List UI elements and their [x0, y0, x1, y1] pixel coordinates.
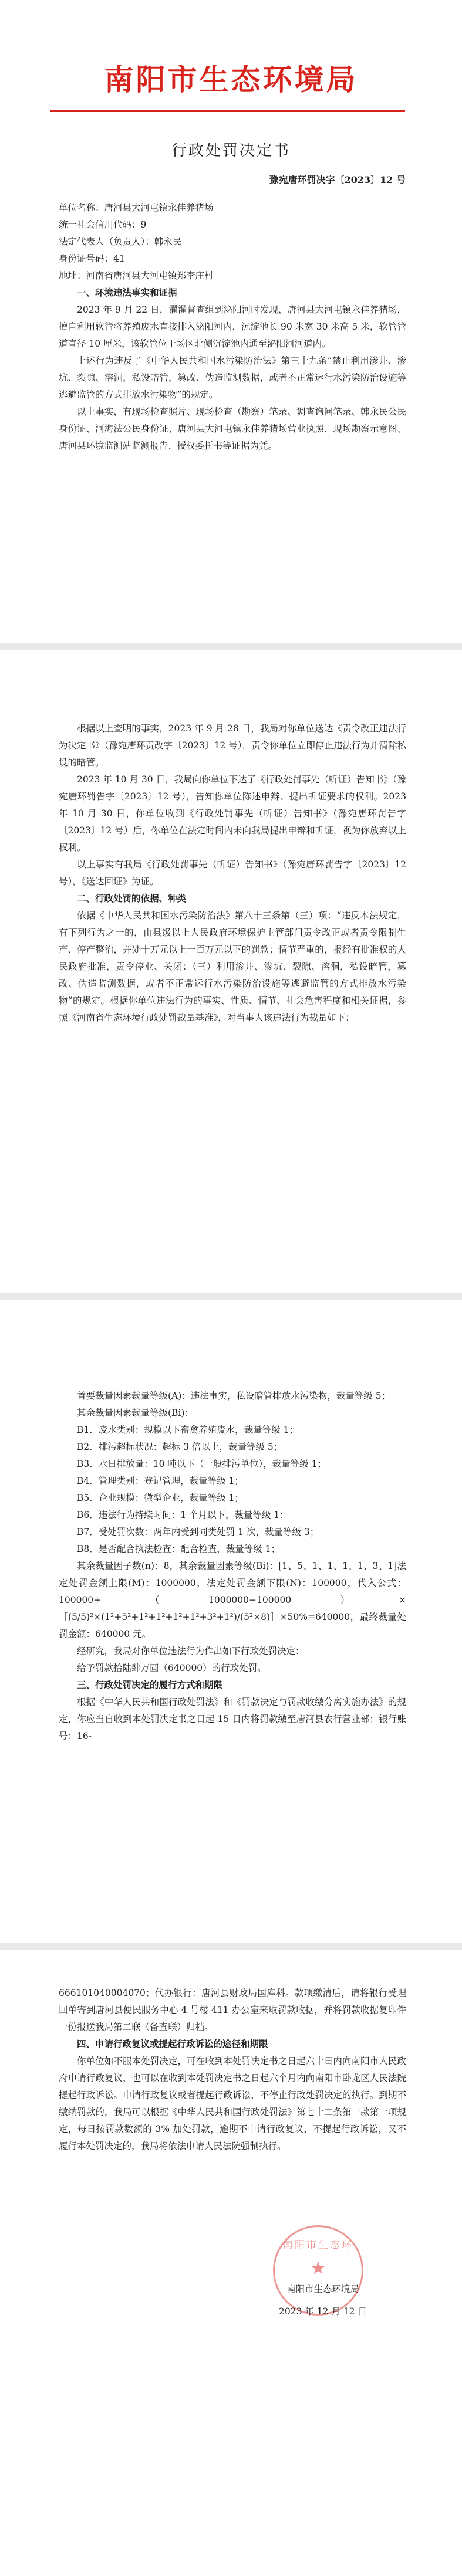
factor-b5: B5．企业规模：微型企业，裁量等级 1； — [77, 1493, 244, 1503]
page2-paragraph-1: 根据以上查明的事实，2023 年 9 月 28 日，我局对你单位送达《责令改正违法行为决定书》（豫宛唐环责改字〔2023〕12 号），责令你单位立即停止违法行为并清除私设的暗管。 — [59, 723, 406, 768]
section-heading-4: 四、申请行政复议或提起行政诉讼的途径和期限 — [77, 2039, 268, 2049]
party-credit-code: 统一社会信用代码：9 — [59, 219, 147, 230]
page2-paragraph-4: 依据《中华人民共和国水污染防治法》第八十三条第（三）项：“违反本法规定，有下列行为之一的，由县级以上人民政府环境保护主管部门责令改正或者责令限制生产、停产整治，并处十万元以上一百万元以下的罚款；情节严重的，报经有批准权的人民政府批准，责令停业、关闭：（三）利用渗井、渗坑、裂隙、溶洞，私设暗管，篡改、伪造监测数据，或者不正常运行水污染防治设施等逃避监管的方式排放水污染物”的规定。根据你单位违法行为的事实、性质、情节、社会危害程度和相关证据，参照《河南省生态环境行政处罚裁量基准》，对当事人该违法行为裁量如下： — [59, 910, 406, 1023]
factor-b6: B6．违法行为持续时间：1 个月以下，裁量等级 1； — [77, 1510, 289, 1520]
page3-paragraph-6: 根据《中华人民共和国行政处罚法》和《罚款决定与罚款收缴分离实施办法》的规定，你应当自收到本处罚决定书之日起 15 日内将罚款缴至唐河县农行营业部；银行账号：16- — [59, 1697, 406, 1741]
party-legal-rep: 法定代表人（负责人）：韩永民 — [59, 236, 182, 247]
page2-paragraph-2: 2023 年 10 月 30 日，我局向你单位下达了《行政处罚事先（听证）告知书》（豫宛唐环罚告字〔2023〕12 号），告知你单位陈述申辩、提出听证要求的权利。2023 年 10 月 30 日，你单位收到《行政处罚事先（听证）告知书》（豫宛唐环罚告字〔2023〕12 号）后，你单位在法定时间内未向我局提出申辩和听证，视为你放弃以上权利。 — [59, 774, 406, 853]
party-address: 地址：河南省唐河县大河屯镇郑李庄村 — [59, 270, 214, 281]
section1-paragraph-1: 2023 年 9 月 22 日，濯濯督查组到泌阳河时发现，唐河县大河屯镇永佳养猪场，擅自利用软管将养殖废水直接排入泌阳河内，沉淀池长 90 米宽 30 米高 5 米，软管管道直径 10 厘米，该软管位于场区北侧沉淀池内通至泌阳河河道内。 — [59, 304, 406, 349]
signature-block — [252, 2278, 393, 2323]
factor-b7: B7．受处罚次数：两年内受到同类处罚 1 次，裁量等级 3； — [77, 1527, 319, 1537]
page-4-body — [59, 1985, 406, 2155]
factor-b2: B2．排污超标状况：超标 3 倍以上，裁量等级 5； — [77, 1442, 283, 1452]
page3-paragraph-5: 给予罚款拾陆肆万圆（640000）的行政处罚。 — [77, 1663, 267, 1673]
factor-b1: B1．废水类别：规模以下畜禽养殖废水，裁量等级 1； — [77, 1425, 299, 1435]
signature-date: 2023 年 12 月 12 日 — [278, 2306, 367, 2317]
agency-header: 南阳市生态环境局 — [104, 62, 358, 97]
document-page-3 — [0, 1300, 462, 1943]
header-divider — [50, 110, 405, 112]
page3-paragraph-2: 其余裁量因素裁量等级(Bi)： — [77, 1408, 194, 1418]
section-heading-1: 一、环境违法事实和证据 — [77, 287, 177, 298]
section-heading-3: 三、行政处罚决定的履行方式和期限 — [77, 1680, 223, 1690]
party-unit-name: 单位名称：唐河县大河屯镇永佳养猪场 — [59, 202, 214, 213]
document-page-1 — [0, 0, 462, 643]
page4-paragraph-2: 你单位如不服本处罚决定，可在收到本处罚决定书之日起六十日内向南阳市人民政府申请行政复议，也可以在收到本处罚决定书之日起六个月内向南阳市卧龙区人民法院提起行政诉讼。申请行政复议或者提起行政诉讼，不停止行政处罚决定的执行。到期不缴纳罚款的，我局可以根据《中华人民共和国行政处罚法》第七十二条第一款第一项规定，每日按罚款数额的 3% 加处罚款，逾期不申请行政复议，不提起行政诉讼，又不履行本处罚决定的，我局将依法申请人民法院强制执行。 — [59, 2056, 406, 2151]
section-heading-2: 二、行政处罚的依据、种类 — [77, 893, 187, 904]
page3-paragraph-4: 经研究，我局对你单位违法行为作出如下行政处罚决定： — [77, 1646, 305, 1656]
page2-paragraph-3: 以上事实有我局《行政处罚事先（听证）告知书》（豫宛唐环罚告字〔2023〕12 号），《送达回证》为证。 — [59, 859, 406, 887]
seal-star-icon: ★ — [310, 2258, 326, 2279]
document-title: 行政处罚决定书 — [171, 142, 291, 160]
page-2-body — [59, 720, 406, 1026]
section1-paragraph-2: 上述行为违反了《中华人民共和国水污染防治法》第三十九条“禁止利用渗井、渗坑、裂隙、溶洞，私设暗管，篡改、伪造监测数据，或者不正常运行水污染防治设施等逃避监管的方式排放水污染物”的规定。 — [59, 355, 406, 400]
page3-paragraph-1: 首要裁量因素裁量等级(A)：违法事实，私设暗管排放水污染物，裁量等级 5； — [77, 1391, 391, 1401]
signature-agency: 南阳市生态环境局 — [286, 2284, 359, 2294]
document-page-4 — [0, 1950, 462, 2576]
factor-b4: B4．管理类别：登记管理，裁量等级 1； — [77, 1476, 244, 1486]
page-1-body — [59, 199, 406, 455]
page4-paragraph-1: 666101040004070；代办银行：唐河县财政局国库科。款项缴清后，请将银行受理回单寄到唐河县便民服务中心 4 号楼 411 办公室来取罚款收据，并将罚款收据复印件一份报送我局第二联（备查联）归档。 — [59, 1988, 406, 2032]
factor-b8: B8．是否配合执法检查：配合检查，裁量等级 1； — [77, 1544, 281, 1554]
document-number: 豫宛唐环罚决字〔2023〕12 号 — [269, 174, 406, 185]
factor-b3: B3．水日排放量：10 吨以下（一般排污单位），裁量等级 1； — [77, 1459, 326, 1469]
section1-paragraph-3: 以上事实，有现场检查照片、现场检查（勘察）笔录、调查询问笔录、韩永民公民身份证、河海法公民身份证、唐河县大河屯镇永佳养猪场营业执照、现场勘察示意图、唐河县环境监测站监测报告、授权委托书等证据为凭。 — [59, 406, 406, 451]
page-3-body — [59, 1388, 406, 1745]
seal-text: 南阳市生态环 — [283, 2239, 353, 2251]
document-page-2 — [0, 650, 462, 1293]
party-id-number: 身份证号码：41 — [59, 253, 125, 264]
page3-paragraph-3: 其余裁量因子数(n)：8，其余裁量因素等级(Bi)：[1、5、1、1、1、1、3、1]法定处罚金额上限(M)：1000000，法定处罚金额下限(N)：100000，代入公式：100000+（1000000−100000）×［(5/5)²×(1²+5²+1²+1²+1²+1²+3²+1²)/(5²×8)］×50%=640000，最终裁量处罚金额：640000 元。 — [59, 1561, 406, 1639]
